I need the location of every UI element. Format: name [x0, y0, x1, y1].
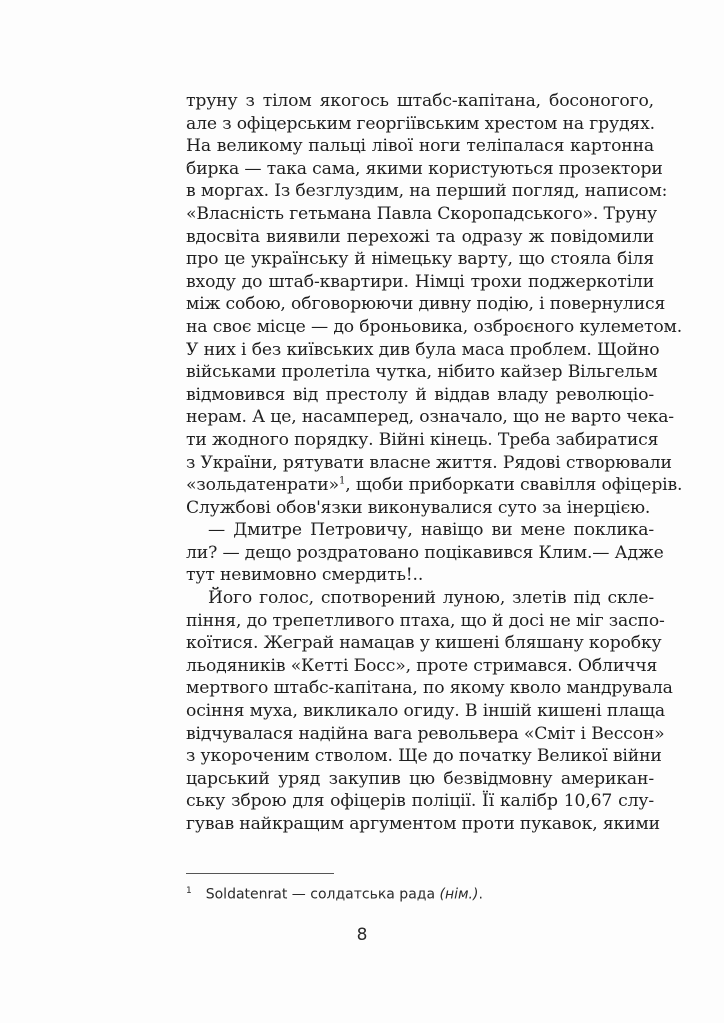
- text-line: «Власність гетьмана Павла Скоропадського». Труну: [186, 203, 657, 224]
- footnote-divider: [186, 873, 334, 874]
- text-line: гував найкращим аргументом проти пукавок, якими: [186, 814, 660, 834]
- footnote-number: 1: [186, 886, 192, 896]
- footnote-reference: 1: [338, 475, 346, 487]
- text-line: бирка — така сама, якими користуються прозектори: [186, 158, 663, 179]
- line-end: , щоби приборкати свавілля офіцерів.: [345, 475, 683, 496]
- text-line: піння, до трепетливого птаха, що й досі не міг заспо-: [186, 610, 665, 631]
- text-line-with-footnote-ref: [186, 474, 683, 497]
- footnote-end: .: [478, 886, 483, 903]
- text-line: про це українську й німецьку варту, що стояла біля: [186, 249, 654, 270]
- text-line: Його голос, спотворений луною, злетів під скле-: [208, 588, 654, 609]
- text-line: в моргах. Із безглуздим, на перший погляд, написом:: [186, 181, 668, 202]
- text-line: вдосвіта виявили перехожі та одразу ж повідомили: [186, 226, 654, 247]
- text-line: У них і без київських див була маса проблем. Щойно: [186, 339, 660, 360]
- footnote-language-note: (нім.): [439, 886, 479, 903]
- text-line: На великому пальці лівої ноги теліпалася картонна: [186, 136, 654, 157]
- text-line: відмовився від престолу й віддав владу революціо-: [186, 384, 654, 405]
- text-line: царський уряд закупив цю безвідмовну американ-: [186, 768, 654, 789]
- text-line: мертвого штабс-капітана, по якому кволо мандрувала: [186, 678, 673, 699]
- text-line: ли? — дещо роздратовано поцікавився Клим.— Адже: [186, 542, 664, 563]
- text-line: ти жодного порядку. Війні кінець. Треба забиратися: [186, 429, 659, 450]
- text-line: осіння муха, викликало огиду. В іншій кишені плаща: [186, 701, 665, 722]
- body-text: [186, 90, 683, 836]
- page-number: 8: [356, 925, 368, 945]
- text-line: військами пролетіла чутка, нібито кайзер Вільгельм: [186, 362, 658, 383]
- footnote: [186, 886, 483, 903]
- text-line: коїтися. Жеграй намацав у кишені бляшану коробку: [186, 633, 662, 654]
- footnote-text: Soldatenrat — солдатська рада: [205, 886, 440, 903]
- line-start: «зольдатенрати»: [186, 475, 339, 496]
- text-line: входу до штаб-квартири. Німці трохи поджеркотіли: [186, 271, 654, 292]
- text-line: труну з тілом якогось штабс-капітана, босоногого,: [186, 91, 654, 111]
- text-line: льодяників «Кетті Босс», проте стримався. Обличчя: [186, 655, 658, 676]
- text-line: але з офіцерським георгіївським хрестом на грудях.: [186, 113, 655, 134]
- text-line: — Дмитре Петровичу, навіщо ви мене поклика-: [208, 520, 654, 541]
- text-line: на своє місце — до броньовика, озброєного кулеметом.: [186, 316, 683, 337]
- text-line: з України, рятувати власне життя. Рядові створювали: [186, 452, 672, 473]
- text-line: з укороченим стволом. Ще до початку Великої війни: [186, 746, 662, 767]
- text-line: відчувалася надійна вага револьвера «Сміт і Вессон»: [186, 723, 665, 744]
- text-line: ську зброю для офіцерів поліції. Її калібр 10,67 слу-: [186, 791, 654, 812]
- text-line: нерам. А це, насамперед, означало, що не варто чека-: [186, 407, 674, 428]
- text-line: між собою, обговорюючи дивну подію, і повернулися: [186, 294, 666, 315]
- text-line: Службові обов'язки виконувалися суто за інерцією.: [186, 497, 651, 518]
- text-line: тут невимовно смердить!..: [186, 565, 424, 586]
